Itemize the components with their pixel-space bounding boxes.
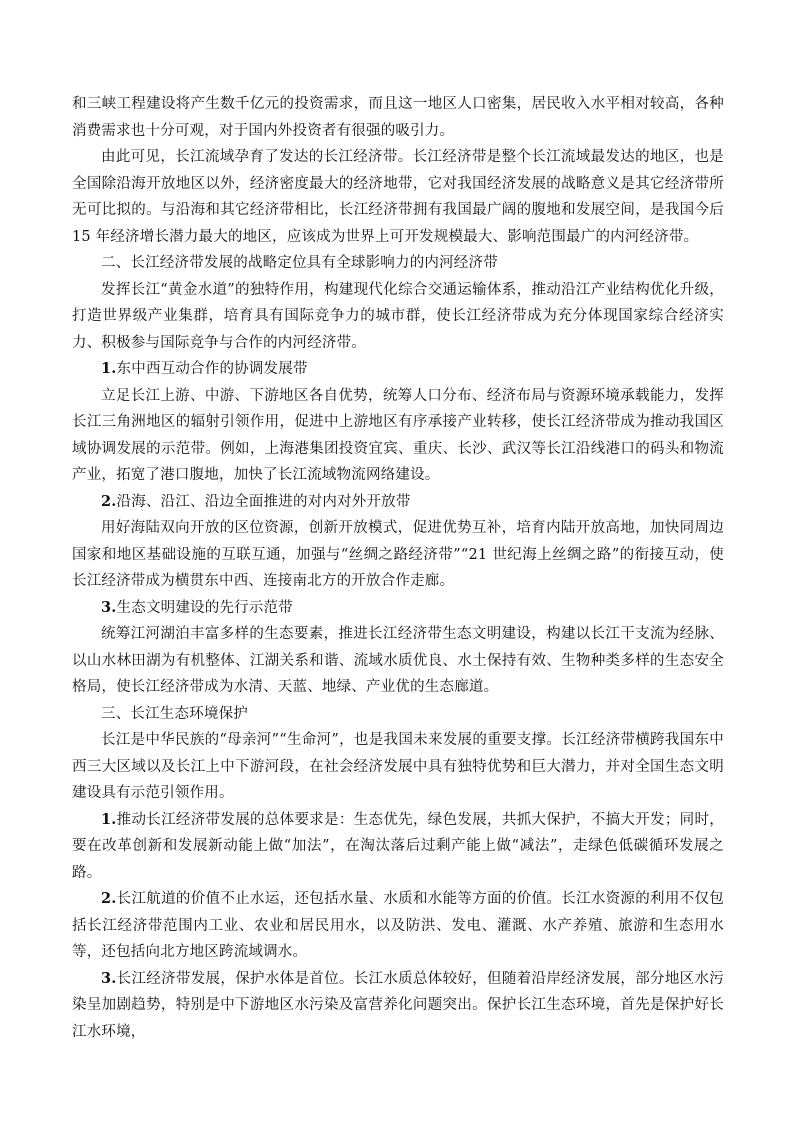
- subheading-3: 3.生态文明建设的先行示范带: [101, 598, 293, 616]
- paragraph-5: 用好海陆双向开放的区位资源，创新开放模式，促进优势互补，培育内陆开放高地，加快同周边国家和地区基础设施的互联互通，加强与“丝绸之路经济带”“21 世纪海上丝绸之路”的衔接互动，使长江经济带成为横贯东中西、连接南北方的开放合作走廊。: [72, 520, 724, 589]
- paragraph-7: 长江是中华民族的“母亲河”“生命河”，也是我国未来发展的重要支撑。长江经济带横跨我国东中西三大区域以及长江上中下游河段，在社会经济发展中具有独特优势和巨大潜力，并对全国生态文明建设具有示范引领作用。: [72, 732, 724, 801]
- paragraph-6: 统筹江河湖泊丰富多样的生态要素，推进长江经济带生态文明建设，构建以长江干支流为经脉、以山水林田湖为有机整体、江湖关系和谐、流域水质优良、水土保持有效、生物种类多样的生态安全格局，使长江经济带成为水清、天蓝、地绿、产业优的生态廊道。: [72, 626, 724, 695]
- paragraph-3: 发挥长江“黄金水道”的独特作用，构建现代化综合交通运输体系，推动沿江产业结构优化升级，打造世界级产业集群，培育具有国际竞争力的城市群，使长江经济带成为充分体现国家综合经济实力、积极参与国际竞争与合作的内河经济带。: [72, 281, 724, 351]
- paragraph-8: 1.推动长江经济带发展的总体要求是：生态优先，绿色发展，共抓大保护，不搞大开发；同时，要在改革创新和发展新动能上做“加法”，在淘汰落后过剩产能上做“减法”，走绿色低碳循环发展之路。: [72, 810, 724, 881]
- subheading-2: 2.沿海、沿江、沿边全面推进的对内对外开放带: [101, 492, 411, 510]
- paragraph-4: 立足长江上游、中游、下游地区各自优势，统筹人口分布、经济布局与资源环境承载能力，发挥长江三角洲地区的辐射引领作用，促进中上游地区有序承接产业转移，使长江经济带成为推动我国区域协调发展的示范带。例如，上海港集团投资宜宾、重庆、长沙、武汉等长江沿线港口的码头和物流产业，拓宽了港口腹地，加快了长江流域物流网络建设。: [72, 387, 724, 483]
- section-heading-2: 二、长江经济带发展的战略定位具有全球影响力的内河经济带: [101, 255, 498, 271]
- paragraph-10: 3.长江经济带发展，保护水体是首位。长江水质总体较好，但随着沿岸经济发展，部分地区水污染呈加剧趋势，特别是中下游地区水污染及富营养化问题突出。保护长江生态环境，首先是保护好长江水环境，: [72, 969, 724, 1040]
- section-heading-3: 三、长江生态环境保护: [101, 705, 248, 722]
- paragraph-2: 由此可见，长江流域孕育了发达的长江经济带。长江经济带是整个长江流域最发达的地区，也是全国除沿海开放地区以外，经济密度最大的经济地带，它对我国经济发展的战略意义是其它经济带所无可比拟的。与沿海和其它经济带相比，长江经济带拥有我国最广阔的腹地和发展空间，是我国今后 15 年经济增长潜力最大的地区，应该成为世界上可开发规模最大、影响范围最广的内河经济带。: [72, 149, 724, 245]
- subheading-1: 1.东中西互动合作的协调发展带: [101, 360, 308, 377]
- paragraph-9: 2.长江航道的价值不止水运，还包括水量、水质和水能等方面的价值。长江水资源的利用不仅包括长江经济带范围内工业、农业和居民用水，以及防洪、发电、灌溉、水产养殖、旅游和生态用水等，还包括向北方地区跨流域调水。: [72, 890, 724, 960]
- paragraph-1: 和三峡工程建设将产生数千亿元的投资需求，而且这一地区人口密集，居民收入水平相对较高，各种消费需求也十分可观，对于国内外投资者有很强的吸引力。: [72, 96, 724, 139]
